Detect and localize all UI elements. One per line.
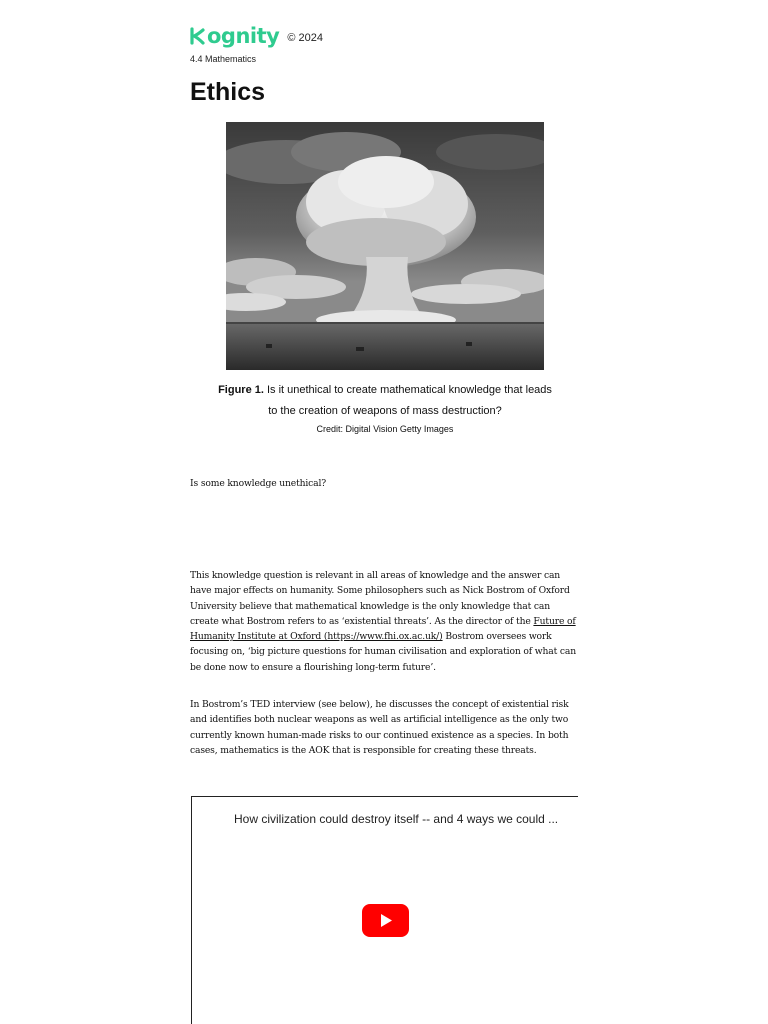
- youtube-play-icon[interactable]: [362, 904, 409, 937]
- figure-caption-line2: to the creation of weapons of mass destruction?: [268, 405, 502, 417]
- figure-caption: [190, 380, 580, 422]
- video-title[interactable]: How civilization could destroy itself -- and 4 ways we could ...: [234, 812, 559, 826]
- figure-credit: Credit: Digital Vision Getty Images: [316, 424, 454, 434]
- header: [190, 24, 323, 48]
- figure-caption-line1: Is it unethical to create mathematical knowledge that leads: [266, 384, 552, 396]
- page-title: Ethics: [190, 78, 266, 106]
- figure-label: Figure 1.: [218, 384, 264, 396]
- paragraph-ted-interview: In Bostrom’s TED interview (see below), he discusses the concept of existential risk and identifies both nuclear weapons as well as artificial intelligence as the only two currently known human-made risks to our continued existence as a species. In both cases, mathematics is the AOK that is responsible for creating these threats.: [190, 699, 569, 756]
- fhi-link[interactable]: Future of Humanity Institute at Oxford (https://www.fhi.ox.ac.uk/): [190, 615, 576, 643]
- mushroom-cloud-illustration: [226, 122, 544, 370]
- kognity-k-icon: [190, 26, 206, 46]
- copyright-text: © 2024: [287, 32, 323, 44]
- paragraph1-before-link: This knowledge question is relevant in all areas of knowledge and the answer can have major effects on humanity. Some philosophers such as Nick Bostrom of Oxford University believe that mathematical knowledge is the only knowledge that can create what Bostrom refers to as ‘existential threats’. As the director of the: [190, 570, 570, 627]
- knowledge-question: Is some knowledge unethical?: [190, 478, 327, 489]
- video-embed[interactable]: [191, 796, 578, 1024]
- paragraph1-after-link: Bostrom oversees work focusing on, ‘big picture questions for human civilisation and exploration of what can be done now to ensure a flourishing long-term future’.: [190, 631, 576, 673]
- logo-text: ognity: [207, 24, 280, 48]
- paragraph-bostrom-intro: [190, 568, 580, 675]
- kognity-logo[interactable]: [190, 24, 279, 48]
- mushroom-cloud-photo: [226, 122, 544, 370]
- breadcrumb: 4.4 Mathematics: [190, 54, 257, 64]
